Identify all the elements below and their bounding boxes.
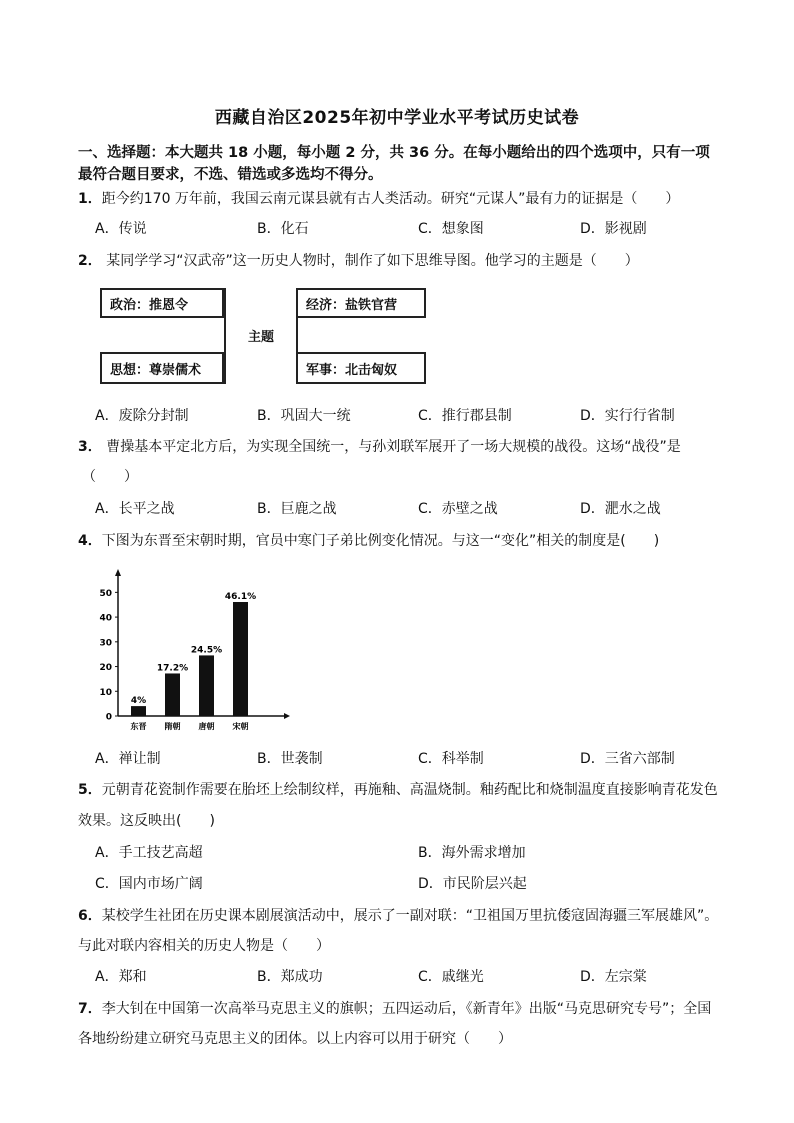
question-3-line2: （ ） [82,469,138,485]
q6-option-b[interactable]: B．郑成功 [257,969,323,985]
question-number: 1． [78,191,102,207]
bar [233,602,248,716]
q3-option-d[interactable]: D．淝水之战 [580,501,661,517]
q2-option-a[interactable]: A．废除分封制 [95,408,189,424]
q2-option-b[interactable]: B．巩固大一统 [257,408,351,424]
section-header-line1: 一、选择题：本大题共 18 小题，每小题 2 分，共 36 分。在每小题给出的四个选项中，只有一项 [78,145,710,161]
q5-option-c[interactable]: C．国内市场广阔 [95,876,203,892]
q4-option-c[interactable]: C．科举制 [418,751,484,767]
q1-option-a[interactable]: A．传说 [95,221,147,237]
data-label: 46.1% [224,592,257,603]
question-5 [78,779,718,799]
y-tick-label: 20 [99,663,112,674]
question-number: 7． [78,1001,102,1017]
q5-option-d[interactable]: D．市民阶层兴起 [418,876,527,892]
data-label: 24.5% [190,645,223,656]
q1-option-b[interactable]: B．化石 [257,221,309,237]
q1-option-d[interactable]: D．影视剧 [580,221,647,237]
bar [131,706,146,716]
y-tick-label: 30 [99,638,112,649]
q4-option-b[interactable]: B．世袭制 [257,751,323,767]
q3-option-a[interactable]: A．长平之战 [95,501,175,517]
q1-option-c[interactable]: C．想象图 [418,221,484,237]
question-6 [78,905,718,925]
q3-option-c[interactable]: C．赤壁之战 [418,501,498,517]
q4-option-a[interactable]: A．禅让制 [95,751,161,767]
q5-option-a[interactable]: A．手工技艺高超 [95,845,203,861]
question-7-line2: 各地纷纷建立研究马克思主义的团体。以上内容可以用于研究（ ） [78,1031,512,1047]
mind-map-thought: 思想：尊崇儒术 [100,352,224,384]
q4-option-d[interactable]: D．三省六部制 [580,751,675,767]
question-number: 2． [78,253,102,269]
mind-map-economy: 经济：盐铁官营 [296,288,426,318]
question-5-line2: 效果。这反映出( ) [78,813,215,829]
question-1 [78,188,679,208]
q3-option-b[interactable]: B．巨鹿之战 [257,501,337,517]
q2-option-c[interactable]: C．推行郡县制 [418,408,512,424]
question-text: 李大钊在中国第一次高举马克思主义的旗帜；五四运动后，《新青年》出版“马克思研究专号”；全国 [101,1001,712,1017]
x-tick-label: 隋朝 [164,721,181,731]
question-text: 某同学学习“汉武帝”这一历史人物时，制作了如下思维导图。他学习的主题是（ ） [101,253,639,269]
bar [165,673,180,716]
question-number: 4． [78,533,102,549]
question-4 [78,530,659,550]
question-2 [78,250,639,270]
q5-option-b[interactable]: B．海外需求增加 [418,845,526,861]
q6-option-c[interactable]: C．戚继光 [418,969,484,985]
data-label: 17.2% [156,663,189,674]
question-text: 下图为东晋至宋朝时期，官员中寒门子弟比例变化情况。与这一“变化”相关的制度是( ) [101,533,660,549]
question-number: 3． [78,439,102,455]
x-tick-label: 东晋 [130,721,147,731]
mind-map [100,288,426,384]
mind-map-center-label: 主题 [226,326,296,345]
x-tick-label: 宋朝 [232,721,249,731]
question-3 [78,436,681,456]
q6-option-d[interactable]: D．左宗棠 [580,969,647,985]
page-title: 西藏自治区2025年初中学业水平考试历史试卷 [214,108,580,128]
y-tick-label: 10 [99,687,112,698]
x-tick-label: 唐朝 [198,721,215,731]
y-axis-arrow [115,569,121,576]
data-label: 4% [130,696,147,707]
y-tick-label: 40 [99,613,112,624]
bar-chart [92,566,292,736]
question-text: 距今约170 万年前，我国云南元谋县就有古人类活动。研究“元谋人”最有力的证据是（ ） [101,191,680,207]
bar [199,655,214,716]
q2-option-d[interactable]: D．实行行省制 [580,408,675,424]
question-number: 5． [78,782,102,798]
section-header-line2: 最符合题目要求，不选、错选或多选均不得分。 [78,167,383,183]
y-tick-label: 0 [105,712,112,723]
y-tick-label: 50 [99,588,112,599]
mind-map-politics: 政治：推恩令 [100,288,224,318]
x-axis-arrow [284,713,290,719]
question-7 [78,998,711,1018]
question-text: 曹操基本平定北方后，为实现全国统一，与孙刘联军展开了一场大规模的战役。这场“战役”是 [101,439,681,455]
question-text: 元朝青花瓷制作需要在胎坯上绘制纹样，再施釉、高温烧制。釉药配比和烧制温度直接影响青花发色 [101,782,718,798]
q6-option-a[interactable]: A．郑和 [95,969,147,985]
question-number: 6． [78,908,102,924]
question-text: 某校学生社团在历史课本剧展演活动中，展示了一副对联：“卫祖国万里抗倭寇固海疆三军展雄风”。 [101,908,719,924]
mind-map-military: 军事：北击匈奴 [296,352,426,384]
question-6-line2: 与此对联内容相关的历史人物是（ ） [78,938,330,954]
